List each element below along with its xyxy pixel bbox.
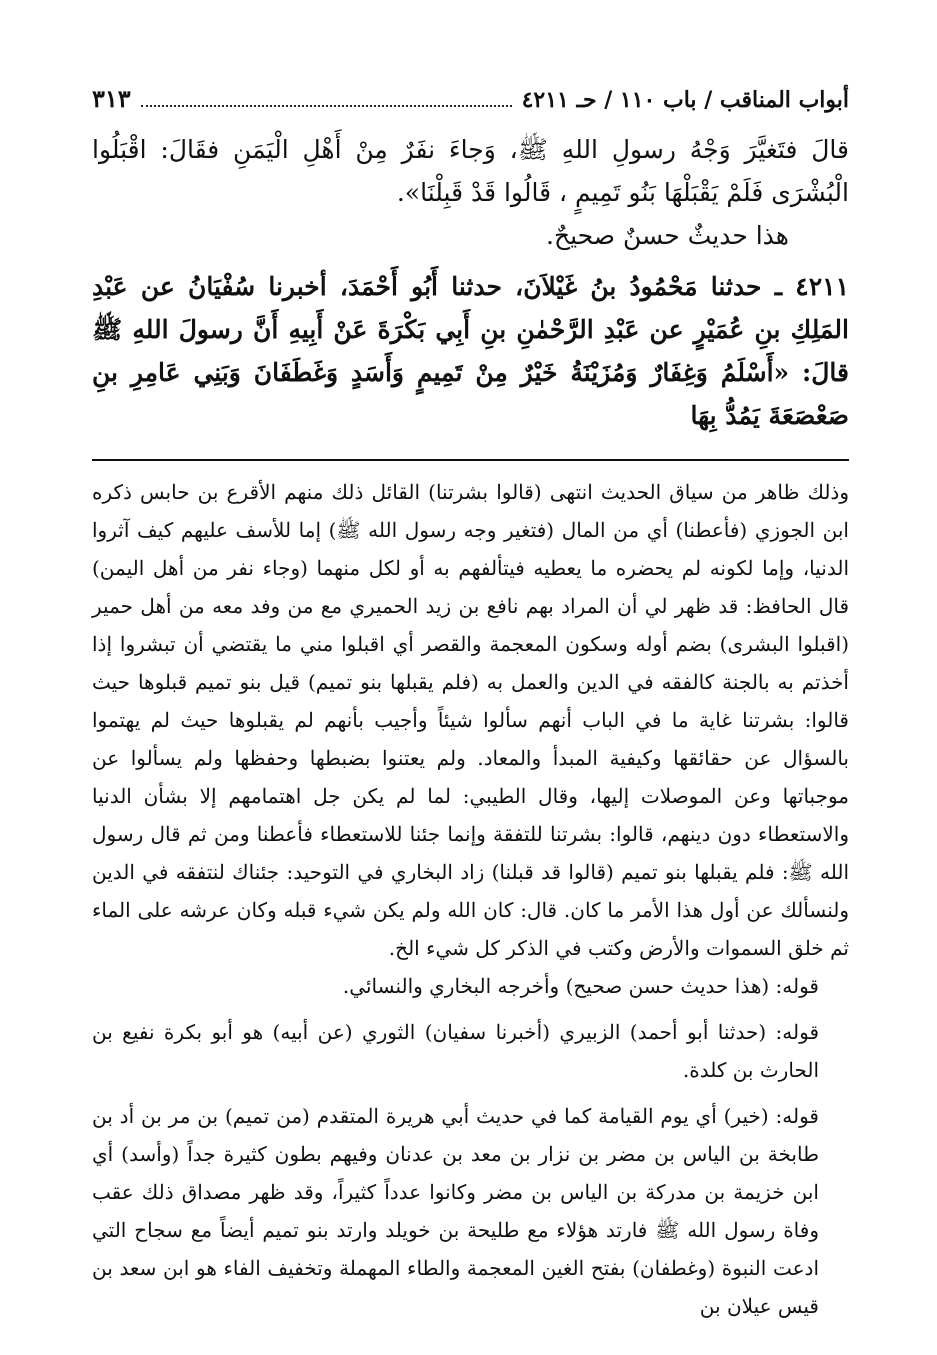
commentary-divider	[92, 459, 849, 461]
page-number: ٣١٣	[92, 84, 131, 113]
hadith-grading: هذا حديثٌ حسنٌ صحيحٌ.	[546, 221, 789, 250]
commentary	[92, 473, 849, 1325]
hadith-continuation: قالَ فتَغيَّرَ وَجْهُ رسولِ اللهِ ﷺ، وَجاءَ نفَرٌ مِنْ أَهْلِ الْيَمَنِ فقَالَ: اقْبَلُوا الْبُشْرَى فَلَمْ يَقْبَلْهَا بَنُو تَمِيمٍ ، قَالُوا قَدْ قَبِلْنَا».	[92, 135, 849, 207]
commentary-paragraph: وذلك ظاهر من سياق الحديث انتهى (قالوا بشرتنا) القائل ذلك منهم الأقرع بن حابس ذكره ابن الجوزي (فأعطنا) أي من المال (فتغير وجه رسول الله ﷺ) إما للأسف عليهم كيف آثروا الدنيا، وإما لكونه لم يحضره ما يعطيه فيتألفهم به أو لكل منهما (وجاء نفر من أهل اليمن) قال الحافظ: قد ظهر لي أن المراد بهم نافع بن زيد الحميري مع من وفد معه من أهل حمير (اقبلوا البشرى) بضم أوله وسكون المعجمة والقصر أي اقبلوا مني ما يقتضي أن تبشروا إذا أخذتم به بالجنة كالفقه في الدين والعمل به (فلم يقبلها بنو تميم) قيل بنو تميم قبلوها حيث قالوا: بشرتنا غاية ما في الباب أنهم سألوا شيئاً وأجيب بأنهم لم يقبلوها حيث لم يهتموا بالسؤال عن حقائقها وكيفية المبدأ والمعاد. ولم يعتنوا بضبطها وحفظها ولم يسألوا عن موجباتها وعن الموصلات إليها، وقال الطيبي: لما لم يكن جل اهتمامهم إلا بشأن الدنيا والاستعطاء دون دينهم، قالوا: بشرتنا للتفقة وإنما جئنا للاستعطاء فأعطنا ومن ثم قال رسول الله ﷺ: فلم يقبلها بنو تميم (قالوا قد قبلنا) زاد البخاري في التوحيد: جئناك لنتفقه في الدين ولنسألك عن أول هذا الأمر ما كان. قال: كان الله ولم يكن شيء قبله وكان عرشه على الماء ثم خلق السموات والأرض وكتب في الذكر كل شيء الخ.	[92, 480, 849, 960]
commentary-paragraph: قوله: (خير) أي يوم القيامة كما في حديث أبي هريرة المتقدم (من تميم) بن مر بن أد بن طابخة بن الياس بن مضر بن نزار بن معد بن عدنان وفيهم بطون كثيرة جداً (وأسد) أي ابن خزيمة بن مدركة بن الياس بن مضر وكانوا عدداً كثيراً، وقد ظهر مصداق ذلك عقب وفاة رسول الله ﷺ فارتد هؤلاء مع طليحة بن خويلد وارتد بنو تميم أيضاً مع سجاح التي ادعت النبوة (وغطفان) بفتح الغين المعجمة والطاء المهملة وتخفيف الفاء هو ابن سعد بن قيس عيلان بن	[92, 1104, 819, 1318]
header-title: أبواب المناقب / باب ١١٠ / حـ ٤٢١١	[521, 87, 849, 113]
running-header	[92, 84, 849, 124]
header-dot-leader	[141, 91, 512, 107]
commentary-paragraph: قوله: (هذا حديث حسن صحيح) وأخرجه البخاري والنسائي.	[342, 974, 819, 998]
commentary-paragraph: قوله: (حدثنا أبو أحمد) الزبيري (أخبرنا سفيان) الثوري (عن أبيه) هو أبو بكرة نفيع بن الحارث بن كلدة.	[92, 1020, 819, 1082]
hadith-4211: ٤٢١١ ـ حدثنا مَحْمُودُ بنُ غَيْلاَنَ، حدثنا أَبُو أَحْمَدَ، أخبرنا سُفْيَانُ عن عَبْدِ المَلِكِ بنِ عُمَيْرٍ عن عَبْدِ الرَّحْمٰنِ بنِ أَبِي بَكْرَةَ عَنْ أَبِيهِ أَنَّ رسولَ اللهِ ﷺ قالَ: «أَسْلَمُ وَغِفَارٌ وَمُزَيْنَةُ خَيْرٌ مِنْ تَمِيمٍ وَأَسَدٍ وَغَطَفَانَ وَبَنِي عَامِرِ بنِ صَعْصَعَةَ يَمُدُّ بِهَا	[92, 272, 849, 430]
main-text	[92, 128, 849, 437]
